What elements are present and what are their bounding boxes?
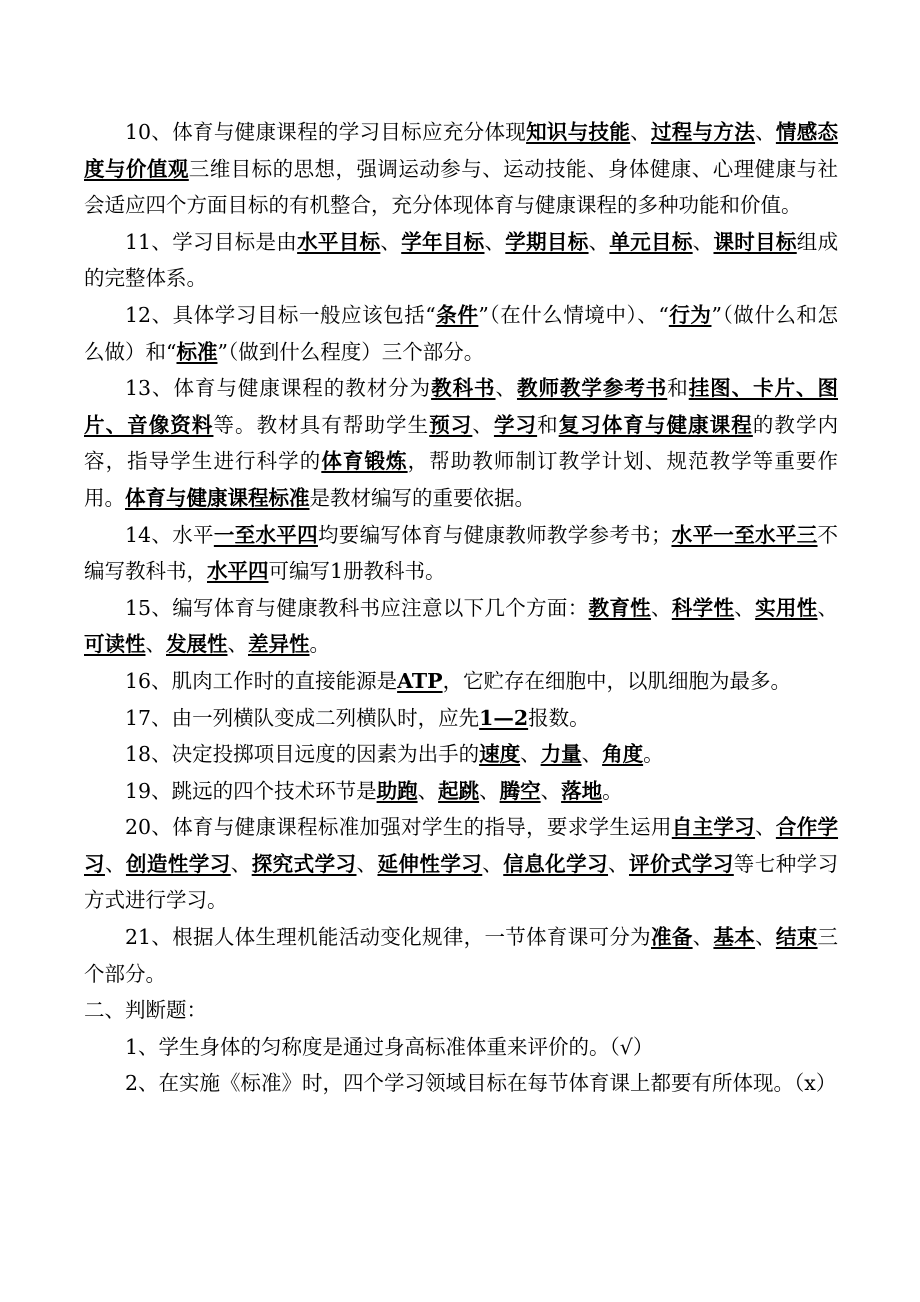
body-text: 、 bbox=[755, 120, 776, 144]
body-text: 2、在实施《标准》时，四个学习领域目标在每节体育课上都要有所体现。（x） bbox=[125, 1071, 837, 1096]
body-text: 。 bbox=[309, 632, 330, 657]
answer-text: 实用性 bbox=[755, 595, 818, 620]
body-text: 二、判断题： bbox=[84, 998, 207, 1023]
answer-text: 基本 bbox=[713, 925, 756, 950]
answer-text: 发展性 bbox=[166, 632, 228, 657]
answer-text: 体育锻炼 bbox=[321, 449, 408, 474]
answer-text: 差异性 bbox=[248, 632, 310, 657]
answer-text: 水平一至水平三 bbox=[671, 522, 818, 547]
answer-text: 力量 bbox=[540, 742, 582, 767]
answer-text: 一至水平四 bbox=[213, 522, 318, 547]
body-text: 、 bbox=[495, 376, 517, 401]
answer-text: 速度 bbox=[479, 742, 521, 767]
answer-text: 教育性 bbox=[588, 595, 651, 620]
question-paragraph bbox=[84, 773, 838, 810]
body-text: 等七种学习方式进行学习。 bbox=[84, 851, 839, 913]
question-paragraph bbox=[84, 700, 838, 737]
question-paragraph bbox=[84, 517, 838, 590]
body-text: 11、学习目标是由 bbox=[125, 229, 298, 254]
body-text: 、 bbox=[817, 595, 839, 620]
answer-text: 探究式学习 bbox=[251, 851, 357, 876]
body-text: 等。教材具有帮助学生 bbox=[213, 412, 430, 437]
body-text: 的教学内容，指导学生进行科学的 bbox=[84, 412, 839, 474]
body-text: 、 bbox=[692, 229, 714, 254]
body-text: 1、学生身体的匀称度是通过身高标准体重来评价的。（√） bbox=[125, 1034, 654, 1059]
answer-text: 自主学习 bbox=[671, 815, 756, 840]
body-text: 19、跳远的四个技术环节是 bbox=[125, 778, 377, 803]
body-text: 18、决定投掷项目远度的因素为出手的 bbox=[125, 742, 480, 767]
body-text: 可编写1册教科书。 bbox=[268, 559, 446, 584]
body-text: ，帮助教师制订教学计划、规范教学等重要作用。 bbox=[84, 449, 839, 510]
body-text: 均要编写体育与健康教师教学参考书； bbox=[317, 522, 672, 547]
body-text: 、 bbox=[588, 229, 610, 254]
body-text: 10、体育与健康课程的学习目标应充分体现 bbox=[125, 120, 527, 144]
question-paragraph bbox=[84, 1029, 838, 1066]
body-text: 是教材编写的重要依据。 bbox=[309, 485, 535, 510]
question-paragraph bbox=[84, 1065, 838, 1102]
body-text: 和 bbox=[667, 376, 689, 401]
body-text: 、 bbox=[692, 925, 714, 950]
body-text: 不编写教科书， bbox=[84, 522, 839, 584]
answer-text: 1—2 bbox=[479, 705, 529, 730]
body-text: 20、体育与健康课程标准加强对学生的指导，要求学生运用 bbox=[125, 815, 672, 840]
answer-text: 情感态度与价值观 bbox=[84, 120, 839, 181]
answer-text: 行为 bbox=[668, 302, 712, 327]
question-paragraph bbox=[84, 663, 838, 700]
body-text: 、 bbox=[755, 815, 776, 840]
body-text: 三维目标的思想，强调运动参与、运动技能、身体健康、心理健康与社会适应四个方面目标的有机整合，充分体现体育与健康课程的多种功能和价值。 bbox=[84, 156, 839, 218]
answer-text: 预习 bbox=[429, 412, 473, 437]
body-text: 、 bbox=[482, 851, 504, 876]
answer-text: 课时目标 bbox=[713, 229, 797, 254]
body-text: ”（做到什么程度）三个部分。 bbox=[217, 339, 485, 364]
answer-text: 单元目标 bbox=[609, 229, 693, 254]
answer-text: 延伸性学习 bbox=[377, 851, 483, 876]
body-text: 21、根据人体生理机能活动变化规律，一节体育课可分为 bbox=[125, 925, 651, 950]
body-text: 、 bbox=[755, 925, 776, 950]
body-text: 14、水平 bbox=[125, 522, 214, 547]
answer-text: 学期目标 bbox=[505, 229, 589, 254]
section-heading bbox=[84, 992, 838, 1029]
body-text: 、 bbox=[230, 851, 252, 876]
answer-text: 教科书 bbox=[431, 376, 496, 401]
body-text: 、 bbox=[417, 778, 439, 803]
body-text: 、 bbox=[479, 778, 500, 803]
answer-text: 水平目标 bbox=[297, 229, 381, 254]
body-text: 、 bbox=[581, 742, 603, 767]
answer-text: 条件 bbox=[435, 302, 479, 327]
body-text: 。 bbox=[602, 778, 623, 803]
answer-text: 科学性 bbox=[671, 595, 735, 620]
body-text: 和 bbox=[537, 412, 559, 437]
body-text: 报数。 bbox=[528, 705, 590, 730]
answer-text: 挂图、卡片、图片、音像资料 bbox=[84, 376, 839, 437]
body-text: 15、编写体育与健康教科书应注意以下几个方面： bbox=[125, 595, 589, 620]
body-text: 16、肌肉工作时的直接能源是 bbox=[125, 668, 398, 693]
answer-text: 水平四 bbox=[207, 559, 269, 584]
body-text: 17、由一列横队变成二列横队时，应先 bbox=[125, 705, 480, 730]
body-text: 、 bbox=[227, 632, 248, 657]
question-paragraph bbox=[84, 736, 838, 773]
body-text: 、 bbox=[540, 778, 562, 803]
answer-text: 学年目标 bbox=[401, 229, 485, 254]
body-text: 、 bbox=[145, 632, 166, 657]
answer-text: ATP bbox=[397, 668, 443, 693]
answer-text: 可读性 bbox=[84, 632, 146, 657]
answer-text: 助跑 bbox=[376, 778, 418, 803]
answer-text: 落地 bbox=[561, 778, 603, 803]
answer-text: 结束 bbox=[775, 925, 818, 950]
answer-text: 合作学习 bbox=[84, 815, 839, 876]
answer-text: 复习体育与健康课程 bbox=[558, 412, 753, 437]
body-text: 。 bbox=[643, 742, 664, 767]
answer-text: 体育与健康课程标准 bbox=[125, 485, 310, 510]
question-paragraph bbox=[84, 590, 838, 663]
body-text: 、 bbox=[608, 851, 629, 876]
body-text: 13、体育与健康课程的教材分为 bbox=[125, 376, 432, 401]
question-paragraph bbox=[84, 919, 838, 992]
question-paragraph bbox=[84, 224, 838, 297]
answer-text: 信息化学习 bbox=[503, 851, 609, 876]
body-text: 、 bbox=[380, 229, 402, 254]
answer-text: 学习 bbox=[493, 412, 538, 437]
body-text: 、 bbox=[484, 229, 506, 254]
body-text: 、 bbox=[520, 742, 541, 767]
body-text: ”（做什么和怎么做）和“ bbox=[84, 302, 839, 364]
answer-text: 知识与技能 bbox=[526, 120, 631, 144]
body-text: ，它贮存在细胞中，以肌细胞为最多。 bbox=[442, 668, 792, 693]
body-text: 12、具体学习目标一般应该包括“ bbox=[125, 302, 436, 327]
body-text: 、 bbox=[630, 120, 651, 144]
body-text: 组成的完整体系。 bbox=[84, 229, 839, 291]
answer-text: 评价式学习 bbox=[629, 851, 734, 876]
answer-text: 角度 bbox=[602, 742, 644, 767]
question-paragraph bbox=[84, 297, 838, 370]
answer-text: 创造性学习 bbox=[125, 851, 231, 876]
body-text: ”（在什么情境中）、“ bbox=[478, 302, 669, 327]
body-text: 、 bbox=[734, 595, 756, 620]
body-text: 、 bbox=[650, 595, 672, 620]
answer-text: 教师教学参考书 bbox=[516, 376, 668, 401]
document-page bbox=[84, 114, 838, 1102]
answer-text: 准备 bbox=[650, 925, 693, 950]
question-paragraph bbox=[84, 114, 838, 224]
answer-text: 标准 bbox=[176, 339, 218, 364]
body-text: 三个部分。 bbox=[84, 925, 839, 986]
body-text: 、 bbox=[356, 851, 378, 876]
question-paragraph bbox=[84, 809, 838, 919]
body-text: 、 bbox=[472, 412, 494, 437]
answer-text: 腾空 bbox=[499, 778, 541, 803]
answer-text: 过程与方法 bbox=[650, 120, 756, 144]
question-paragraph bbox=[84, 370, 838, 516]
answer-text: 起跳 bbox=[438, 778, 480, 803]
body-text: 、 bbox=[104, 851, 126, 876]
